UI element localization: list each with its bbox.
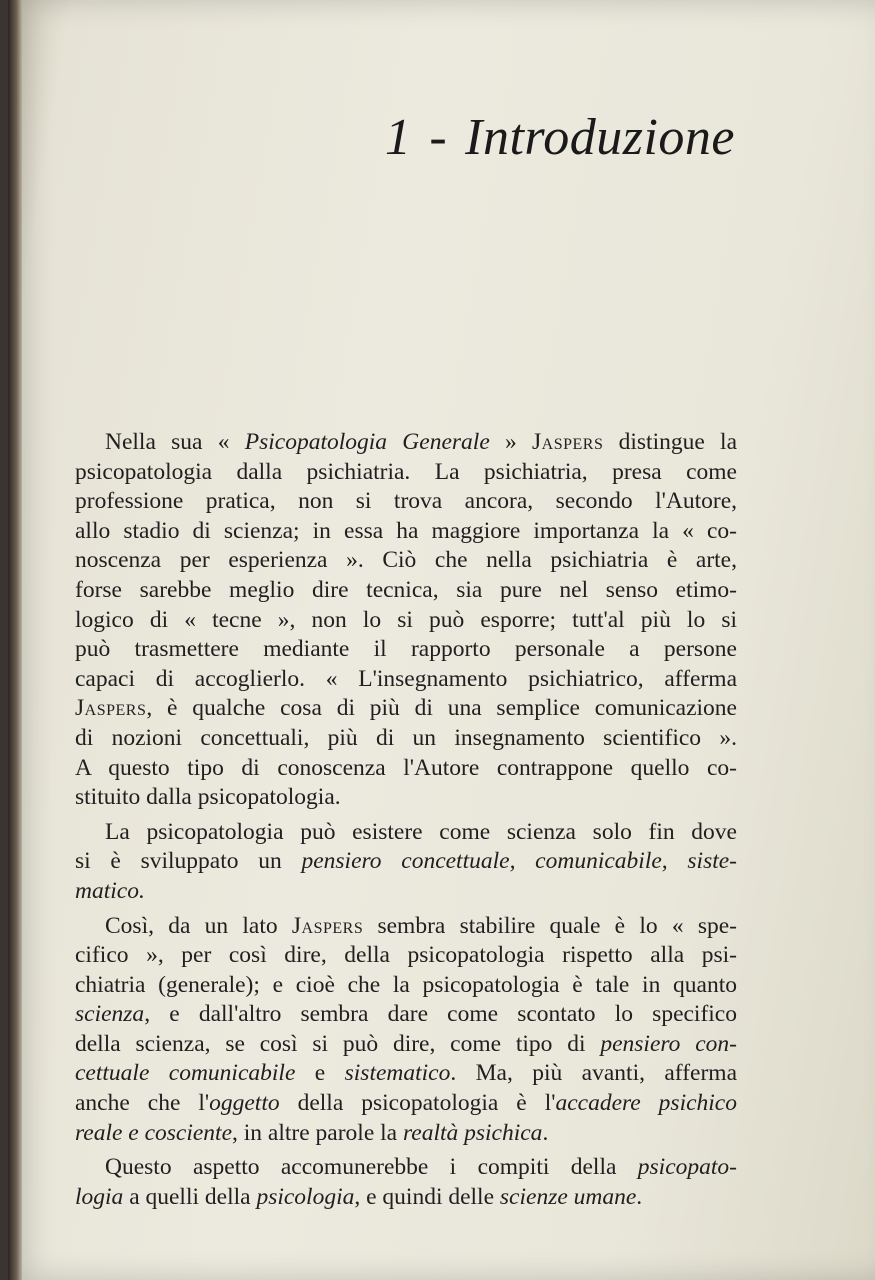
chapter-title-text: Introduzione bbox=[465, 109, 735, 166]
text-run: capaci di accoglierlo. « L'insegnamento psichiatrico, afferma bbox=[75, 665, 737, 692]
book-spine-shadow bbox=[8, 0, 22, 1280]
text-line bbox=[75, 912, 737, 942]
text-run: Questo aspetto accomunerebbe i compiti della bbox=[105, 1154, 638, 1181]
text-line bbox=[75, 971, 737, 1001]
text-run: a quelli della bbox=[123, 1183, 257, 1210]
italic-text: psicologia bbox=[256, 1183, 355, 1210]
italic-text: oggetto bbox=[209, 1090, 280, 1117]
italic-text: cettuale comunicabile bbox=[75, 1060, 296, 1087]
text-line bbox=[75, 1119, 737, 1149]
text-run: Così, da un lato bbox=[105, 912, 292, 939]
paragraph bbox=[75, 428, 737, 813]
italic-text: reale e cosciente bbox=[75, 1119, 233, 1146]
text-run: cifico », per così dire, della psicopatologia rispetto alla psi- bbox=[75, 942, 737, 969]
text-line bbox=[75, 847, 737, 877]
text-run: . Ma, più avanti, afferma bbox=[450, 1060, 737, 1087]
paragraph bbox=[75, 818, 737, 907]
text-line bbox=[75, 754, 737, 784]
author-name-smallcaps: Jaspers bbox=[291, 912, 364, 939]
text-run: si è sviluppato un bbox=[75, 848, 302, 875]
text-run: professione pratica, non si trova ancora, secondo l'Autore, bbox=[75, 488, 737, 515]
text-run: , e dall'altro sembra dare come scontato lo specifico bbox=[144, 1001, 737, 1028]
italic-text: matico. bbox=[75, 877, 145, 904]
body-text bbox=[75, 428, 737, 1212]
text-line bbox=[75, 694, 737, 724]
text-run: psicopatologia dalla psichiatria. La psichiatria, presa come bbox=[75, 458, 737, 485]
text-line bbox=[75, 665, 737, 695]
text-run: distingue la bbox=[603, 429, 738, 455]
text-line bbox=[75, 783, 737, 813]
text-line bbox=[75, 1059, 737, 1089]
book-page bbox=[8, 0, 875, 1280]
italic-text: realtà psichica bbox=[402, 1119, 543, 1146]
text-run: , in altre parole la bbox=[232, 1119, 403, 1146]
text-line bbox=[75, 941, 737, 971]
italic-text: sistematico bbox=[344, 1060, 451, 1087]
italic-text: psicopato- bbox=[637, 1154, 737, 1181]
text-line bbox=[75, 428, 737, 458]
text-run: di nozioni concettuali, più di un insegnamento scientifico ». bbox=[75, 724, 737, 751]
chapter-title bbox=[385, 108, 735, 167]
text-line bbox=[75, 1089, 737, 1119]
italic-text: scienza bbox=[75, 1001, 145, 1028]
text-line bbox=[75, 517, 737, 547]
text-line bbox=[75, 1153, 737, 1183]
text-line bbox=[75, 635, 737, 665]
italic-text: pensiero con- bbox=[600, 1030, 737, 1057]
author-name-smallcaps: Jaspers bbox=[532, 429, 604, 455]
text-run: Nella sua « bbox=[105, 429, 245, 455]
text-run: della scienza, se così si può dire, come tipo di bbox=[75, 1030, 601, 1057]
text-line bbox=[75, 818, 737, 848]
text-line bbox=[75, 458, 737, 488]
text-run: sembra stabilire quale è lo « spe- bbox=[363, 912, 737, 939]
text-run: noscenza per esperienza ». Ciò che nella psichiatria è arte, bbox=[75, 547, 737, 574]
text-run: A questo tipo di conoscenza l'Autore contrappone quello co- bbox=[75, 754, 737, 781]
italic-text: accadere psichico bbox=[555, 1090, 737, 1117]
text-run: della psicopatologia è l' bbox=[279, 1090, 556, 1117]
text-run: , è qualche cosa di più di una semplice comunicazione bbox=[146, 695, 737, 722]
text-line bbox=[75, 606, 737, 636]
italic-text: pensiero concettuale, comunicabile, siste- bbox=[301, 848, 737, 875]
paragraph bbox=[75, 912, 737, 1149]
text-line bbox=[75, 877, 737, 907]
text-line bbox=[75, 546, 737, 576]
text-run: allo stadio di scienza; in essa ha maggiore importanza la « co- bbox=[75, 517, 737, 544]
italic-text: logia bbox=[75, 1183, 124, 1210]
text-run: e bbox=[295, 1060, 345, 1087]
text-line bbox=[75, 576, 737, 606]
author-name-smallcaps: Jaspers bbox=[75, 695, 147, 722]
text-run: , e quindi delle bbox=[354, 1183, 500, 1210]
text-run: chiatria (generale); e cioè che la psicopatologia è tale in quanto bbox=[75, 971, 737, 998]
chapter-dash: - bbox=[429, 109, 448, 166]
text-line bbox=[75, 1030, 737, 1060]
chapter-number: 1 bbox=[384, 109, 412, 166]
text-run: anche che l' bbox=[75, 1090, 210, 1117]
text-run: . bbox=[636, 1183, 643, 1210]
text-run: forse sarebbe meglio dire tecnica, sia pure nel senso etimo- bbox=[75, 576, 737, 603]
text-run: » bbox=[489, 429, 533, 455]
text-line bbox=[75, 1183, 737, 1213]
text-run: stituito dalla psicopatologia. bbox=[75, 784, 341, 811]
text-line bbox=[75, 1000, 737, 1030]
text-line bbox=[75, 724, 737, 754]
text-run: può trasmettere mediante il rapporto personale a persone bbox=[75, 636, 737, 663]
text-line bbox=[75, 487, 737, 517]
italic-text: scienze umane bbox=[499, 1183, 637, 1210]
paragraph bbox=[75, 1153, 737, 1212]
text-run: logico di « tecne », non lo si può esporre; tutt'al più lo si bbox=[75, 606, 737, 633]
text-run: . bbox=[542, 1119, 549, 1146]
text-run: La psicopatologia può esistere come scienza solo fin dove bbox=[105, 818, 737, 845]
italic-text: Psicopatologia Generale bbox=[244, 429, 490, 455]
